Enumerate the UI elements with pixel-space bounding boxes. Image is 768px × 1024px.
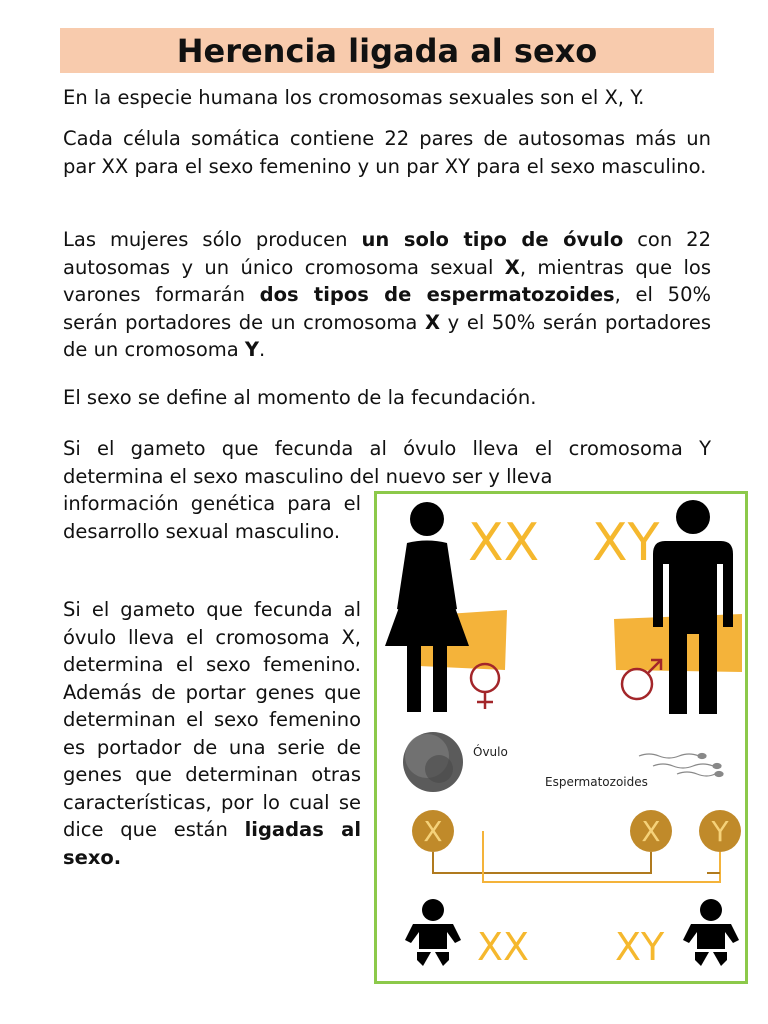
baby-girl-icon: [405, 899, 461, 966]
woman-icon: [385, 502, 469, 712]
female-symbol-icon: [471, 664, 499, 709]
child-left-label: XX: [477, 925, 530, 969]
page-title: Herencia ligada al sexo: [176, 31, 598, 70]
paragraph-1: En la especie humana los cromosomas sexuales son el X, Y.: [63, 86, 645, 109]
baby-boy-icon: [683, 899, 739, 966]
paragraph-3: Las mujeres sólo producen un solo tipo de óvulo con 22 autosomas y un único cromosoma sexual X, mientras que los varones formarán dos tipos de espermatozoides, el 50% serán portadores de un cromosoma X y el 50% serán portadores de un cromosoma Y.: [63, 228, 712, 361]
child-right-label: XY: [615, 925, 665, 969]
sperm-label: Espermatozoides: [545, 775, 648, 789]
cross-lines: [433, 831, 720, 882]
inheritance-diagram: [377, 494, 745, 981]
paragraph-5b: información genética para el desarrollo sexual masculino.: [63, 492, 361, 543]
paragraph-2: Cada célula somática contiene 22 pares de autosomas más un par XX para el sexo femenino y un par XY para el sexo masculino.: [63, 127, 711, 178]
gamete-female-label: X: [423, 815, 443, 848]
male-chromosomes-label: XY: [592, 513, 660, 573]
inheritance-figure: [374, 491, 748, 984]
title-banner: [60, 28, 714, 73]
man-icon: [653, 500, 733, 714]
gamete-male-y-label: Y: [711, 815, 729, 848]
ovum-icon: [403, 732, 463, 792]
paragraph-6: Si el gameto que fecunda al óvulo lleva el cromosoma X, determina el sexo femenino. Además de portar genes que determinan el sexo femenino es portador de una serie de genes que determinan otras características, por lo cual se dice que están ligadas al sexo.: [63, 598, 361, 869]
paragraph-5a: Si el gameto que fecunda al óvulo lleva el cromosoma Y determina el sexo masculino del nuevo ser y lleva: [63, 437, 711, 488]
gamete-male-x-label: X: [641, 815, 661, 848]
paragraph-4: El sexo se define al momento de la fecundación.: [63, 386, 537, 409]
sperm-icon: [639, 754, 723, 777]
ovum-label: Óvulo: [473, 745, 508, 759]
female-chromosomes-label: XX: [468, 513, 540, 573]
